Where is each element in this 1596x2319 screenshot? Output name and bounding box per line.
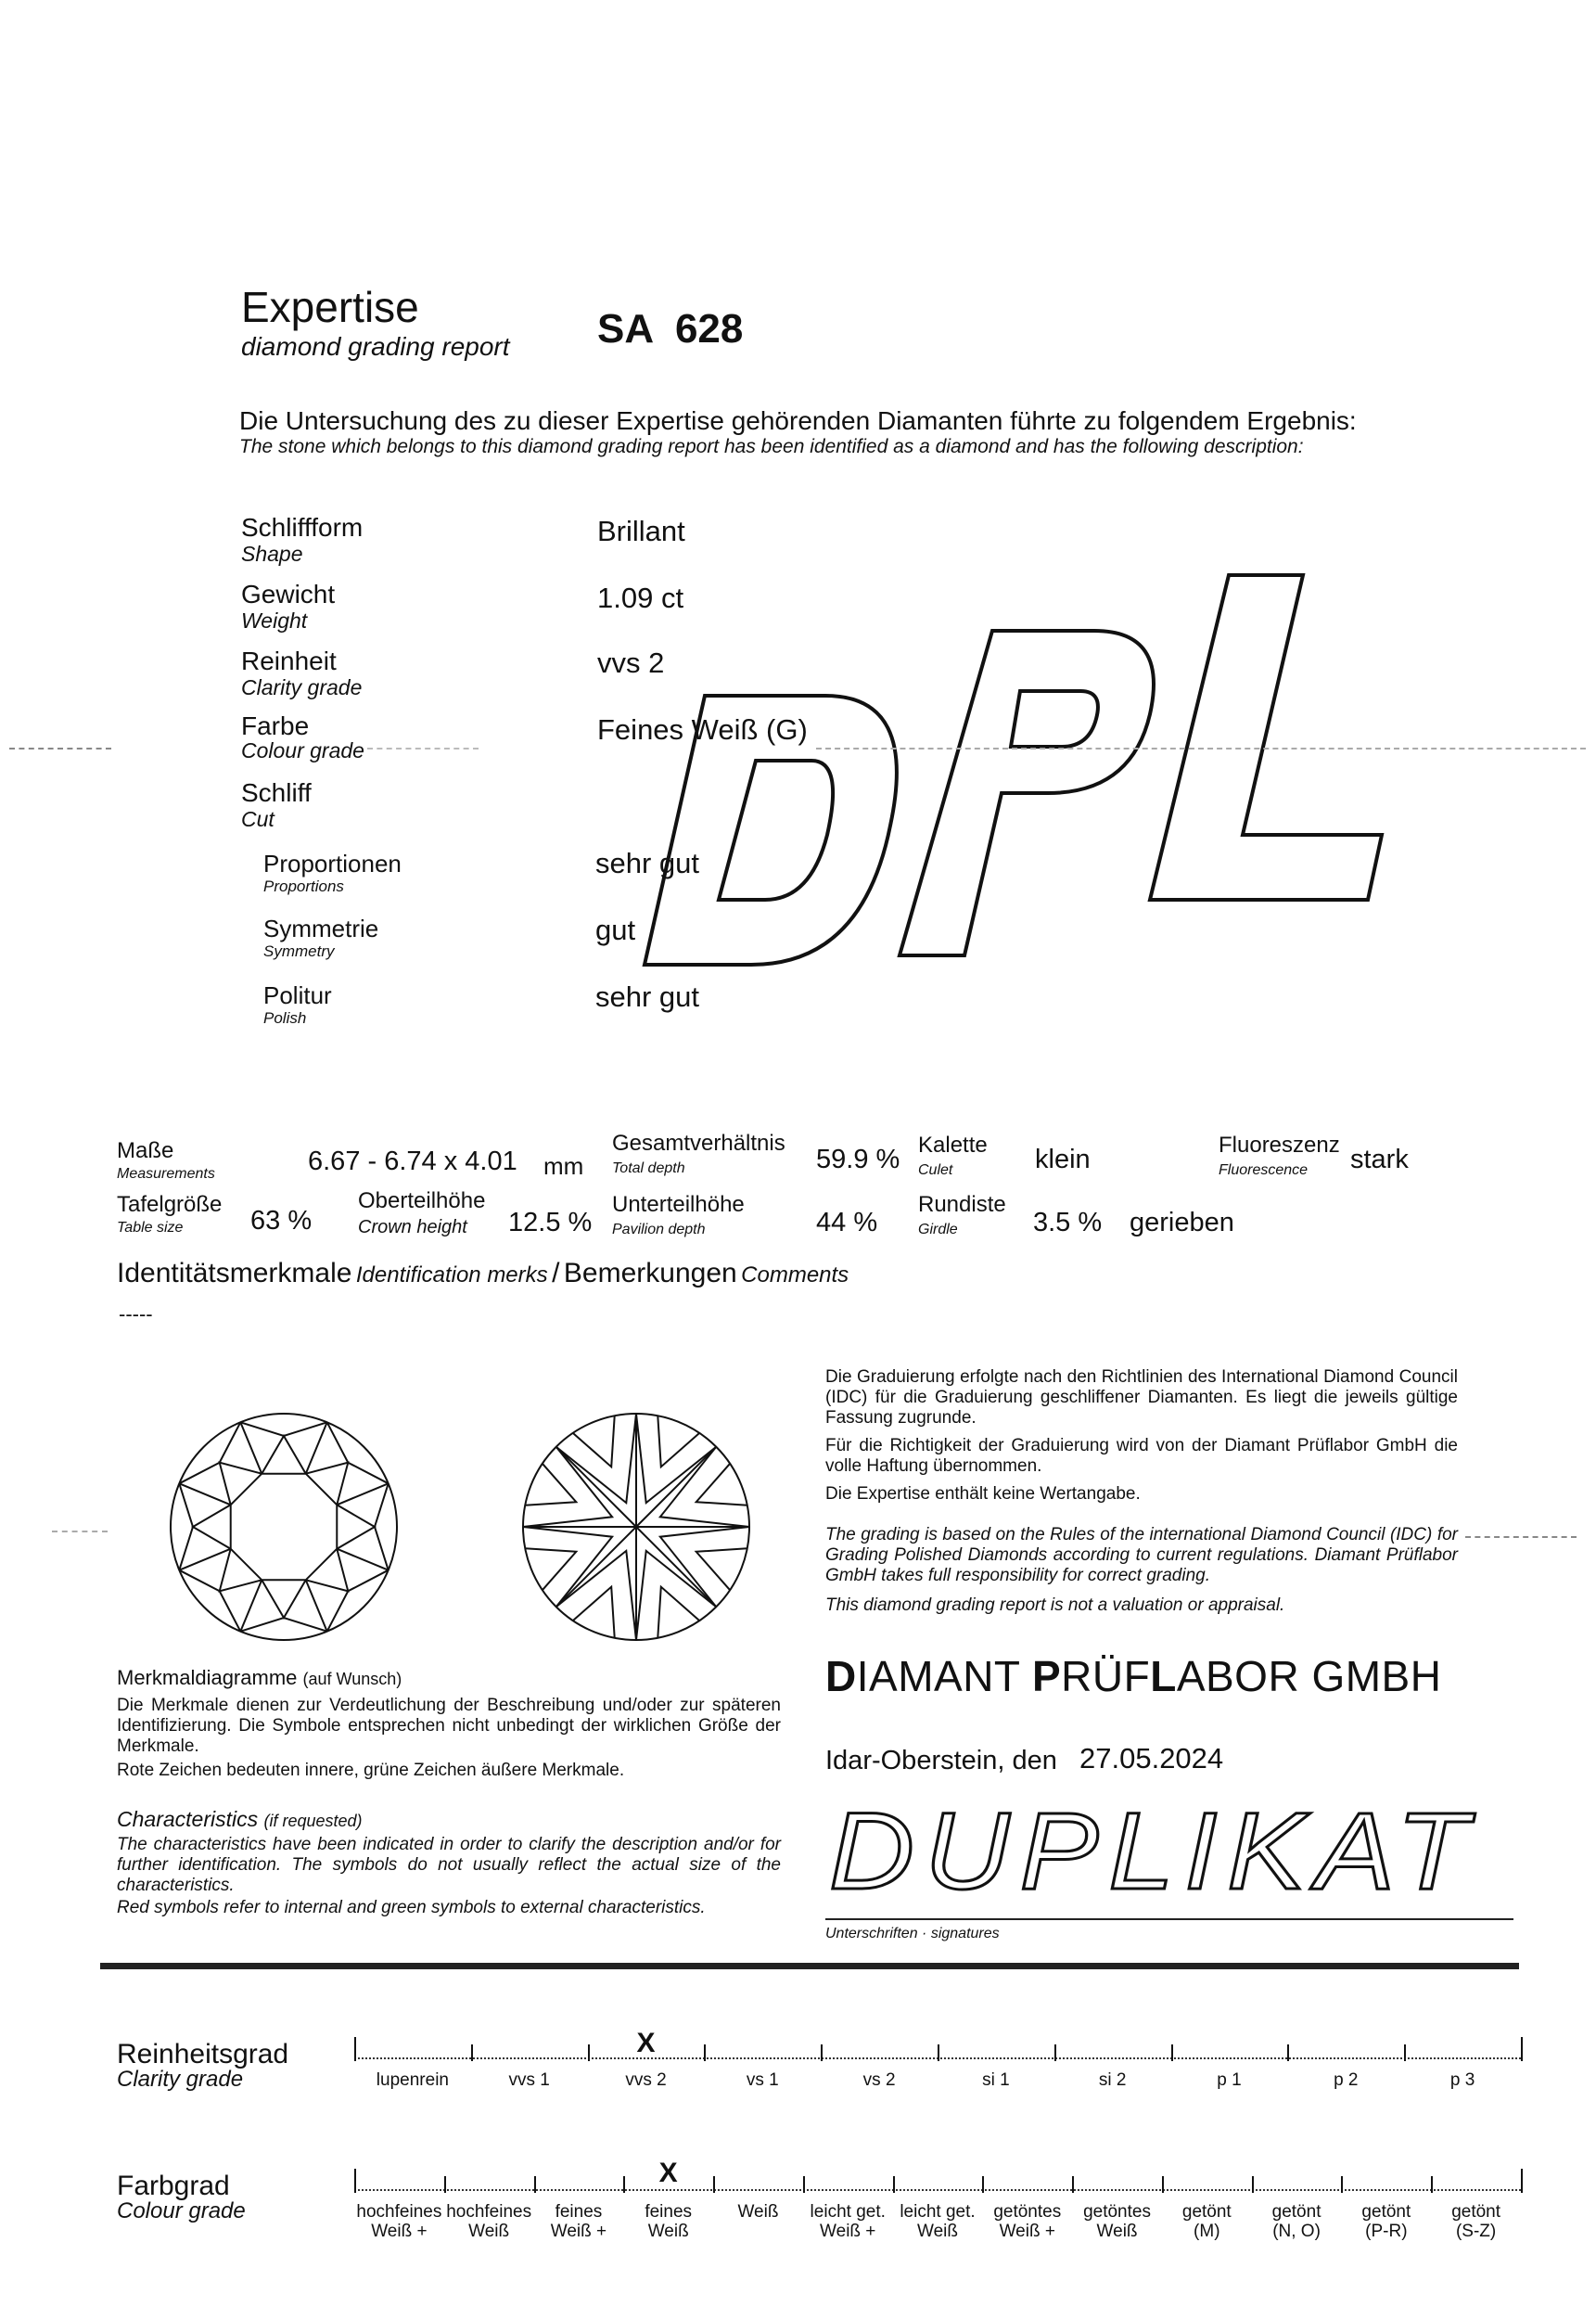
crown-kite-edge bbox=[306, 1422, 327, 1473]
intro-de: Die Untersuchung des zu dieser Expertise gehörenden Diamanten führte zu folgendem Ergebnis: bbox=[239, 406, 1357, 435]
characteristics-title-en-note: (if requested) bbox=[263, 1812, 363, 1830]
girdle-label-en: Girdle bbox=[918, 1222, 958, 1237]
culet-value: klein bbox=[1035, 1145, 1091, 1174]
colour-scale-grade bbox=[1451, 2202, 1500, 2241]
section-divider bbox=[100, 1963, 1519, 1969]
colour-scale-tick bbox=[1162, 2176, 1164, 2193]
legal-text-1: Die Graduierung erfolgte nach den Richtlinien des International Diamond Council (IDC) für die Graduierung geschliffener Diamanten. Es liegt die jeweils gültige Fassung zugrunde. bbox=[825, 1367, 1458, 1428]
weight-value: 1.09 ct bbox=[597, 582, 684, 614]
polish-label-en: Polish bbox=[263, 1009, 307, 1027]
colour-scale-grade-line1: getönt bbox=[1451, 2202, 1501, 2222]
fluorescence-label: Fluoreszenz bbox=[1219, 1133, 1340, 1158]
clarity-label: Reinheit bbox=[241, 647, 337, 675]
colour-scale-grade-line2: Weiß bbox=[917, 2222, 958, 2241]
clarity-scale-grade: p 3 bbox=[1449, 2070, 1475, 2090]
fluorescence-label-en: Fluorescence bbox=[1219, 1162, 1309, 1178]
pavilion-star-point bbox=[658, 1416, 699, 1467]
pavilion-main-line bbox=[636, 1447, 716, 1527]
colour-value: Feines Weiß (G) bbox=[597, 713, 808, 746]
left-edge-dash bbox=[9, 748, 111, 750]
clarity-scale-tick bbox=[821, 2044, 823, 2061]
legal-text-2: Für die Richtigkeit der Graduierung wird von der Diamant Prüflabor GmbH die volle Haftung übernommen. bbox=[825, 1436, 1458, 1476]
report-title: Expertise bbox=[241, 283, 419, 331]
crown-height-value: 12.5 % bbox=[508, 1208, 593, 1237]
pavilion-star-point bbox=[696, 1548, 747, 1590]
girdle-value: 3.5 % bbox=[1033, 1208, 1103, 1237]
right-edge-dash bbox=[816, 748, 1586, 750]
colour-scale-grade bbox=[737, 2202, 778, 2222]
lab-name bbox=[825, 1653, 1441, 1699]
colour-scale-grade bbox=[993, 2202, 1061, 2241]
clarity-scale-grade: vvs 2 bbox=[625, 2070, 667, 2090]
pavilion-star-point bbox=[573, 1587, 615, 1638]
weight-label-en: Weight bbox=[241, 609, 308, 633]
colour-scale-tick bbox=[803, 2176, 805, 2193]
characteristics-title-en bbox=[117, 1807, 363, 1832]
crown-view-diagram bbox=[163, 1406, 404, 1647]
colour-scale bbox=[354, 2169, 1521, 2261]
crown-star-facet bbox=[262, 1580, 305, 1618]
crown-upper-girdle-facet bbox=[240, 1618, 326, 1632]
characteristics-title-en-text: Characteristics bbox=[117, 1807, 259, 1831]
crown-kite-edge bbox=[240, 1422, 262, 1473]
clarity-scale-grade: p 2 bbox=[1334, 2070, 1359, 2090]
clarity-scale-tick bbox=[354, 2037, 356, 2061]
colour-scale-grade-line2: Weiß bbox=[647, 2222, 689, 2241]
crown-star-facet bbox=[193, 1505, 231, 1548]
pavilion-depth-label: Unterteilhöhe bbox=[612, 1192, 745, 1217]
intro-en: The stone which belongs to this diamond grading report has been identified as a diamond and has the following description: bbox=[239, 436, 1304, 457]
colour-scale-grade-line1: getönt bbox=[1271, 2202, 1321, 2222]
polish-value: sehr gut bbox=[595, 980, 700, 1013]
shape-label: Schliffform bbox=[241, 513, 364, 542]
pavilion-star-point bbox=[658, 1587, 699, 1638]
weight-label: Gewicht bbox=[241, 580, 336, 609]
girdle-finish: gerieben bbox=[1130, 1208, 1234, 1237]
report-subtitle: diamond grading report bbox=[241, 332, 510, 361]
clarity-scale-tick bbox=[1054, 2044, 1056, 2061]
lab-name-p: P bbox=[1031, 1652, 1062, 1700]
lab-name-abor: ABOR GMBH bbox=[1176, 1652, 1442, 1700]
colour-scale-tick bbox=[982, 2176, 984, 2193]
colour-scale-grade-line2: (S-Z) bbox=[1455, 2222, 1497, 2241]
crown-kite-edge bbox=[337, 1483, 388, 1505]
colour-scale-grade-line2: Weiß bbox=[468, 2222, 510, 2241]
pavilion-main-line bbox=[556, 1527, 636, 1607]
clarity-scale-grade: vvs 1 bbox=[508, 2070, 550, 2090]
characteristics-title-de bbox=[117, 1666, 402, 1690]
clarity-scale-tick bbox=[1521, 2037, 1523, 2061]
identification-heading bbox=[117, 1258, 849, 1289]
pavilion-main-line bbox=[556, 1447, 636, 1527]
pavilion-star-point bbox=[525, 1464, 576, 1505]
colour-scale-grade-line1: leicht get. bbox=[900, 2202, 976, 2222]
pavilion-star-point bbox=[573, 1416, 615, 1467]
characteristics-text-en: The characteristics have been indicated in order to clarify the description and/or for further identification. The symbols do not usually reflect the actual size of the characteristics. bbox=[117, 1835, 781, 1895]
colour-scale-grade-line1: leicht get. bbox=[810, 2202, 886, 2222]
pavilion-star-point bbox=[525, 1548, 576, 1590]
polish-label: Politur bbox=[263, 981, 332, 1009]
colour-scale-grade-line2: (M) bbox=[1194, 2222, 1220, 2241]
colour-scale-grade bbox=[645, 2202, 692, 2241]
clarity-label-en: Clarity grade bbox=[241, 675, 363, 699]
clarity-scale-tick bbox=[704, 2044, 706, 2061]
clarity-scale-label: Reinheitsgrad bbox=[117, 2039, 289, 2069]
clarity-marker: X bbox=[636, 2028, 656, 2058]
duplikat-stamp bbox=[825, 1800, 1493, 1902]
colour-scale-label: Farbgrad bbox=[117, 2171, 230, 2201]
culet-label: Kalette bbox=[918, 1133, 988, 1158]
crown-upper-girdle-facet bbox=[179, 1483, 193, 1569]
report-number: SA 628 bbox=[597, 306, 744, 352]
colour-label-en: Colour grade bbox=[241, 738, 364, 762]
colour-scale-tick bbox=[1252, 2176, 1254, 2193]
crown-table-facet bbox=[231, 1474, 338, 1581]
cut-label: Schliff bbox=[241, 778, 312, 807]
clarity-scale-grade: vs 2 bbox=[862, 2070, 896, 2090]
colour-scale-grade-line1: getöntes bbox=[1083, 2202, 1151, 2222]
colour-scale-tick bbox=[1341, 2176, 1343, 2193]
clarity-scale-grade: si 2 bbox=[1098, 2070, 1127, 2090]
table-size-value: 63 % bbox=[250, 1206, 313, 1236]
identification-en: Identification merks bbox=[355, 1262, 548, 1288]
lab-name-d: D bbox=[825, 1652, 857, 1700]
characteristics-text-de: Die Merkmale dienen zur Verdeutlichung der Beschreibung und/oder zur späteren Identifizierung. Die Symbole entsprechen nicht unbedingt der wirklichen Größe der Merkmale. bbox=[117, 1696, 781, 1756]
culet-label-en: Culet bbox=[918, 1162, 953, 1178]
pavilion-depth-label-en: Pavilion depth bbox=[612, 1222, 706, 1237]
crown-height-label-en: Crown height bbox=[358, 1217, 467, 1237]
symmetry-value: gut bbox=[595, 914, 636, 946]
clarity-scale-grade: p 1 bbox=[1217, 2070, 1242, 2090]
colour-scale-grade-line2: Weiß + bbox=[999, 2222, 1055, 2241]
crown-upper-girdle-facet bbox=[375, 1483, 389, 1569]
colour-scale-tick bbox=[1431, 2176, 1433, 2193]
cut-label-en: Cut bbox=[241, 807, 275, 831]
total-depth-label-en: Total depth bbox=[612, 1160, 685, 1176]
pavilion-star-point bbox=[696, 1464, 747, 1505]
clarity-scale-label-en: Clarity grade bbox=[117, 2067, 244, 2092]
colour-scale-grade-line1: hochfeines bbox=[356, 2202, 442, 2222]
crown-kite-edge bbox=[179, 1483, 230, 1505]
clarity-scale-grade: lupenrein bbox=[376, 2070, 449, 2090]
colour-scale-tick bbox=[444, 2176, 446, 2193]
proportions-value: sehr gut bbox=[595, 847, 700, 879]
colour-scale-grade-line1: Weiß bbox=[737, 2202, 779, 2222]
colour-scale-grade-line2: Weiß + bbox=[550, 2222, 607, 2241]
identification-separator: / bbox=[552, 1258, 560, 1288]
total-depth-label: Gesamtverhältnis bbox=[612, 1131, 785, 1156]
colour-scale-grade-line2: (N, O) bbox=[1272, 2222, 1321, 2241]
clarity-value: vvs 2 bbox=[597, 647, 665, 679]
characteristics-title-de-note: (auf Wunsch) bbox=[302, 1670, 402, 1688]
colour-scale-label-en: Colour grade bbox=[117, 2198, 246, 2223]
colour-scale-grade bbox=[811, 2202, 886, 2241]
measurements-label: Maße bbox=[117, 1138, 174, 1163]
measurements-unit: mm bbox=[543, 1152, 584, 1180]
crown-kite-edge bbox=[306, 1580, 327, 1631]
crown-star-facet bbox=[337, 1505, 375, 1548]
proportions-label: Proportionen bbox=[263, 850, 402, 878]
crown-star-facet bbox=[262, 1436, 305, 1474]
dpl-watermark-logo bbox=[612, 557, 1391, 1002]
clarity-scale-tick bbox=[1171, 2044, 1173, 2061]
crown-upper-girdle-facet bbox=[179, 1422, 240, 1483]
identification-value: ----- bbox=[119, 1302, 153, 1326]
crown-star-facet bbox=[220, 1549, 262, 1592]
colour-scale-grade bbox=[1083, 2202, 1151, 2241]
lab-name-iamant: IAMANT bbox=[856, 1652, 1032, 1700]
pavilion-main-line bbox=[636, 1527, 716, 1607]
colour-scale-baseline bbox=[354, 2189, 1521, 2191]
colour-dash bbox=[367, 748, 479, 750]
colour-scale-grade-line1: feines bbox=[555, 2202, 603, 2222]
measurements-value: 6.67 - 6.74 x 4.01 bbox=[308, 1147, 517, 1176]
clarity-scale-tick bbox=[938, 2044, 939, 2061]
pavilion-depth-value: 44 % bbox=[816, 1208, 878, 1237]
colour-scale-grade-line2: Weiß + bbox=[820, 2222, 876, 2241]
crown-upper-girdle-facet bbox=[327, 1570, 389, 1632]
clarity-scale-tick bbox=[1404, 2044, 1406, 2061]
colour-scale-tick bbox=[534, 2176, 536, 2193]
clarity-scale-tick bbox=[1287, 2044, 1289, 2061]
identification-de: Identitätsmerkmale bbox=[117, 1258, 352, 1288]
clarity-scale-grade: vs 1 bbox=[746, 2070, 779, 2090]
diagram-left-dash bbox=[52, 1531, 108, 1532]
colour-scale-tick bbox=[893, 2176, 895, 2193]
colour-scale-grade-line1: getönt bbox=[1181, 2202, 1232, 2222]
crown-star-facet bbox=[306, 1549, 349, 1592]
colour-scale-grade-line2: (P-R) bbox=[1365, 2222, 1408, 2241]
symmetry-label: Symmetrie bbox=[263, 915, 379, 942]
colour-scale-grade-line1: getönt bbox=[1361, 2202, 1411, 2222]
characteristics-title-de-text: Merkmaldiagramme bbox=[117, 1666, 298, 1689]
crown-star-facet bbox=[306, 1463, 349, 1505]
duplikat-stamp-text: DUPLIKAT bbox=[829, 1800, 1478, 1902]
crown-height-label: Oberteilhöhe bbox=[358, 1188, 486, 1213]
lab-name-l: L bbox=[1150, 1652, 1177, 1700]
colour-scale-tick bbox=[623, 2176, 625, 2193]
comments-en: Comments bbox=[741, 1262, 849, 1288]
shape-label-en: Shape bbox=[241, 542, 303, 566]
colour-scale-grade bbox=[1182, 2202, 1232, 2241]
crown-upper-girdle-facet bbox=[179, 1570, 240, 1632]
colour-scale-tick bbox=[354, 2169, 356, 2193]
crown-kite-edge bbox=[240, 1580, 262, 1631]
measurements-label-en: Measurements bbox=[117, 1166, 215, 1182]
colour-scale-grade bbox=[551, 2202, 606, 2241]
crown-upper-girdle-facet bbox=[240, 1422, 326, 1436]
proportions-label-en: Proportions bbox=[263, 878, 344, 895]
date: 27.05.2024 bbox=[1079, 1742, 1224, 1774]
colour-scale-grade bbox=[900, 2202, 975, 2241]
colour-scale-grade-line1: getöntes bbox=[993, 2202, 1062, 2222]
clarity-scale-tick bbox=[471, 2044, 473, 2061]
colour-scale-grade bbox=[1361, 2202, 1411, 2241]
signature-line bbox=[825, 1918, 1513, 1920]
colour-label: Farbe bbox=[241, 711, 310, 740]
crown-kite-edge bbox=[337, 1549, 388, 1570]
colour-scale-tick bbox=[1072, 2176, 1074, 2193]
fluorescence-value: stark bbox=[1350, 1145, 1409, 1174]
colour-scale-grade bbox=[1272, 2202, 1321, 2241]
characteristics-text-de2: Rote Zeichen bedeuten innere, grüne Zeichen äußere Merkmale. bbox=[117, 1761, 625, 1780]
legal-text-4: The grading is based on the Rules of the international Diamond Council (IDC) for Grading Polished Diamonds according to current regulations. Diamant Prüflabor GmbH takes full responsibility for correct grading. bbox=[825, 1525, 1458, 1585]
colour-scale-grade bbox=[446, 2202, 531, 2241]
clarity-scale-grade: si 1 bbox=[982, 2070, 1010, 2090]
colour-scale-grade bbox=[356, 2202, 441, 2241]
symmetry-label-en: Symmetry bbox=[263, 942, 335, 960]
crown-kite-edge bbox=[179, 1549, 230, 1570]
legal-text-3: Die Expertise enthält keine Wertangabe. bbox=[825, 1484, 1141, 1504]
crown-upper-girdle-facet bbox=[327, 1422, 389, 1483]
lab-name-ruef: RÜF bbox=[1061, 1652, 1151, 1700]
table-size-label: Tafelgröße bbox=[117, 1192, 223, 1217]
colour-scale-tick bbox=[713, 2176, 715, 2193]
comments-de: Bemerkungen bbox=[563, 1258, 737, 1288]
colour-scale-tick bbox=[1521, 2169, 1523, 2193]
crown-star-facet bbox=[220, 1463, 262, 1505]
crown-girdle-outline bbox=[171, 1414, 397, 1640]
characteristics-text-en2: Red symbols refer to internal and green symbols to external characteristics. bbox=[117, 1898, 706, 1917]
total-depth-value: 59.9 % bbox=[816, 1145, 900, 1174]
colour-scale-grade-line2: Weiß + bbox=[371, 2222, 428, 2241]
legal-right-dash bbox=[1465, 1536, 1577, 1538]
table-size-label-en: Table size bbox=[117, 1220, 184, 1236]
girdle-label: Rundiste bbox=[918, 1192, 1006, 1217]
legal-text-5: This diamond grading report is not a valuation or appraisal. bbox=[825, 1595, 1285, 1615]
colour-scale-grade-line1: feines bbox=[645, 2202, 693, 2222]
shape-value: Brillant bbox=[597, 515, 685, 547]
colour-scale-grade-line1: hochfeines bbox=[446, 2202, 532, 2222]
clarity-scale bbox=[354, 2037, 1521, 2111]
colour-marker: X bbox=[658, 2158, 678, 2188]
signatures-label: Unterschriften · signatures bbox=[825, 1926, 1000, 1941]
colour-scale-grade-line2: Weiß bbox=[1096, 2222, 1138, 2241]
clarity-scale-tick bbox=[588, 2044, 590, 2061]
place: Idar-Oberstein, den bbox=[825, 1746, 1057, 1775]
pavilion-view-diagram bbox=[516, 1406, 757, 1647]
